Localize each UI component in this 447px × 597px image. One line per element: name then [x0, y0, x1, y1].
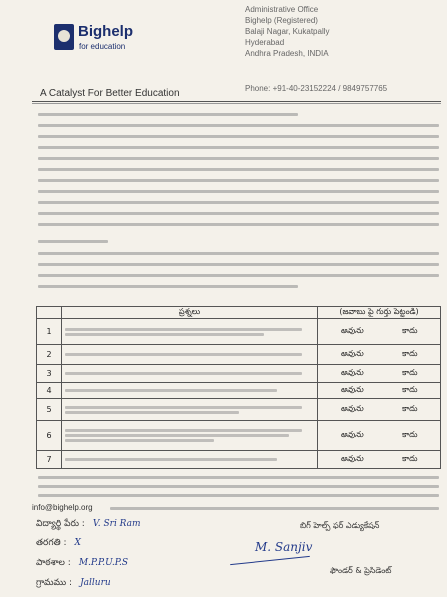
address-line: Balaji Nagar, Kukatpally [245, 27, 330, 36]
yes-option[interactable]: అవును [340, 454, 364, 463]
no-option[interactable]: కాదు [402, 349, 418, 358]
text-line [110, 507, 439, 510]
question-cell [62, 345, 318, 365]
header-divider [32, 103, 441, 104]
text-line [38, 157, 439, 160]
signature-stroke [230, 556, 310, 565]
question-cell [62, 319, 318, 345]
no-option[interactable]: కాదు [402, 385, 418, 394]
address-line: Hyderabad [245, 38, 285, 47]
row-number: 3 [37, 365, 62, 383]
text-line [38, 113, 298, 116]
questions-table [36, 306, 441, 469]
tagline: A Catalyst For Better Education [40, 88, 180, 99]
answer-cell [318, 319, 441, 345]
founder-signature: M. Sanjiv [255, 540, 313, 554]
org-label: బిగ్ హెల్ప్ ఫర్ ఎడ్యుకేషన్ [300, 521, 380, 530]
text-line [38, 179, 439, 182]
yes-option[interactable]: అవును [340, 385, 364, 394]
brand-name: Bighelp [78, 23, 133, 40]
text-line [38, 146, 439, 149]
text-line [38, 212, 439, 215]
answer-cell [318, 345, 441, 365]
row-number: 1 [37, 319, 62, 345]
answer-cell [318, 383, 441, 399]
question-cell [62, 451, 318, 469]
header-divider [32, 101, 441, 102]
question-cell [62, 383, 318, 399]
question-cell [62, 421, 318, 451]
table-row [37, 421, 441, 451]
table-header-answer: (జవాబు పై గుర్తు పెట్టండి) [318, 307, 441, 319]
yes-option[interactable]: అవును [340, 349, 364, 358]
school-field: పాఠశాల : M.P.P.U.P.S [36, 558, 128, 568]
text-line [38, 494, 439, 497]
row-number: 7 [37, 451, 62, 469]
no-option[interactable]: కాదు [402, 454, 418, 463]
row-number: 5 [37, 399, 62, 421]
bighelp-logo-icon [54, 24, 74, 50]
text-line [38, 240, 108, 243]
text-line [38, 168, 439, 171]
no-option[interactable]: కాదు [402, 430, 418, 439]
answer-cell [318, 451, 441, 469]
founder-title: ఫౌండర్ & ప్రెసిడెంట్ [330, 566, 392, 575]
text-line [38, 201, 439, 204]
table-row [37, 319, 441, 345]
class-field: తరగతి : X [36, 538, 81, 548]
answer-cell [318, 365, 441, 383]
village-field: గ్రామము : Jalluru [36, 578, 111, 588]
student-name-field: విద్యార్థి పేరు : V. Sri Ram [36, 519, 141, 529]
text-line [38, 263, 439, 266]
row-number: 6 [37, 421, 62, 451]
no-option[interactable]: కాదు [402, 404, 418, 413]
text-line [38, 252, 439, 255]
contact-email[interactable]: info@bighelp.org [32, 503, 93, 512]
yes-option[interactable]: అవును [340, 430, 364, 439]
text-line [38, 135, 439, 138]
no-option[interactable]: కాదు [402, 326, 418, 335]
table-header-row [37, 307, 441, 319]
table-row [37, 345, 441, 365]
table-row [37, 365, 441, 383]
yes-option[interactable]: అవును [340, 404, 364, 413]
answer-cell [318, 399, 441, 421]
brand-subtitle: for education [79, 42, 126, 51]
yes-option[interactable]: అవును [340, 326, 364, 335]
address-line: Administrative Office [245, 5, 319, 14]
answer-cell [318, 421, 441, 451]
address-line: Andhra Pradesh, INDIA [245, 49, 329, 58]
table-row [37, 383, 441, 399]
row-number: 2 [37, 345, 62, 365]
question-cell [62, 399, 318, 421]
text-line [38, 124, 439, 127]
text-line [38, 190, 439, 193]
phone-line: Phone: +91-40-23152224 / 9849757765 [245, 84, 388, 93]
text-line [38, 285, 298, 288]
table-row [37, 399, 441, 421]
text-line [38, 274, 439, 277]
question-cell [62, 365, 318, 383]
yes-option[interactable]: అవును [340, 368, 364, 377]
text-line [38, 476, 439, 479]
table-header-questions: ప్రశ్నలు [62, 307, 318, 319]
address-line: Bighelp (Registered) [245, 16, 318, 25]
text-line [38, 223, 439, 226]
text-line [38, 485, 439, 488]
no-option[interactable]: కాదు [402, 368, 418, 377]
row-number: 4 [37, 383, 62, 399]
table-row [37, 451, 441, 469]
table-header-no [37, 307, 62, 319]
